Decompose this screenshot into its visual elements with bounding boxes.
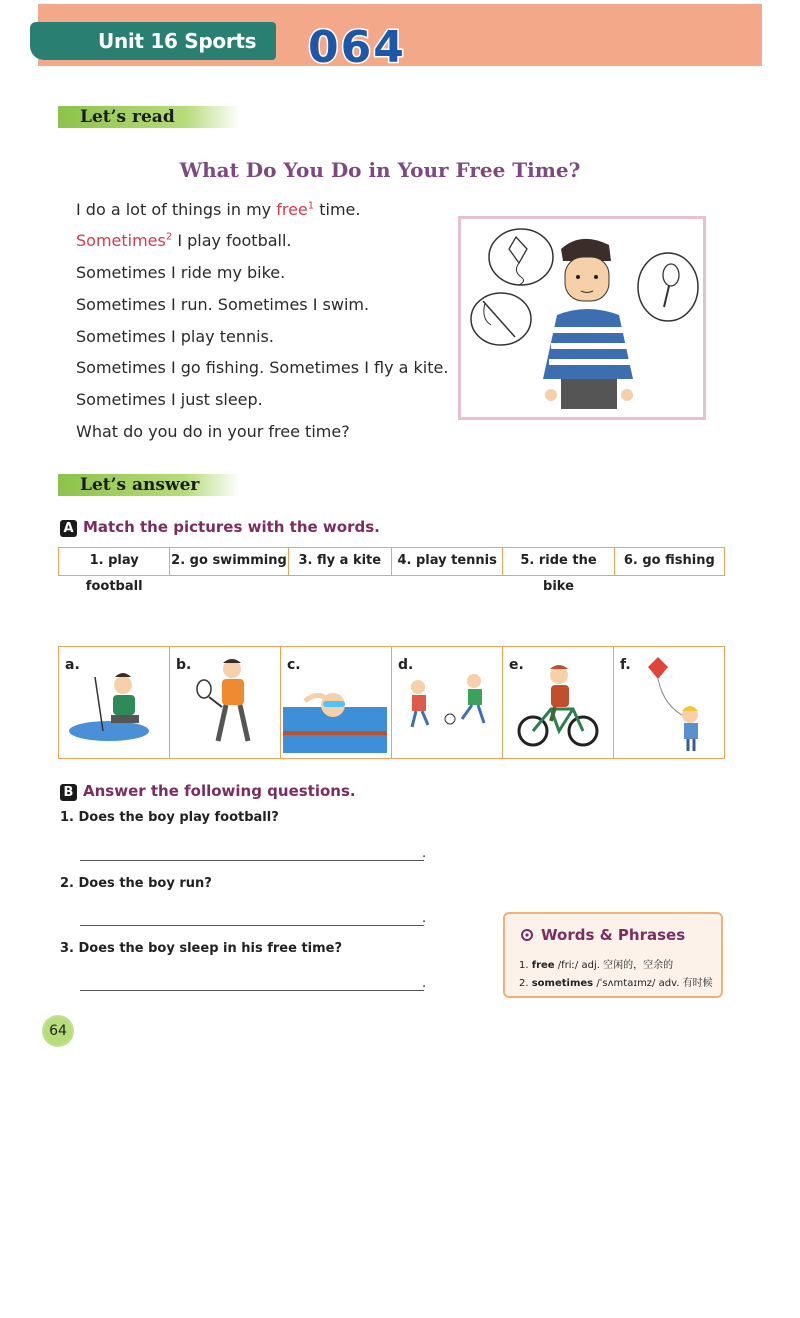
picture-label: b. bbox=[176, 657, 192, 673]
word-choice: 3. fly a kite bbox=[289, 548, 392, 575]
question: 3. Does the boy sleep in his free time? bbox=[60, 941, 343, 956]
picture-cell-fishing bbox=[59, 647, 170, 758]
word-choice: 4. play tennis bbox=[392, 548, 503, 575]
picture-cell-tennis bbox=[170, 647, 281, 758]
pictures-table bbox=[58, 646, 725, 759]
picture-cell-kite bbox=[614, 647, 724, 758]
vocab-entry: 2. sometimes /ˈsʌmtaɪmz/ adv. 有时候 bbox=[519, 978, 713, 989]
question: 2. Does the boy run? bbox=[60, 876, 212, 891]
target-icon bbox=[521, 929, 533, 941]
boy-illustration bbox=[458, 216, 706, 420]
answer-line[interactable] bbox=[80, 860, 424, 861]
word-choice: 1. play football bbox=[59, 548, 170, 575]
part-a-badge: A bbox=[60, 520, 77, 537]
reading-line: I do a lot of things in my free$^1$ time. bbox=[76, 200, 361, 219]
reading-line: What do you do in your free time? bbox=[76, 422, 350, 441]
unit-tag: Unit 16 Sports bbox=[30, 22, 276, 60]
lesson-number: 064 bbox=[308, 22, 406, 73]
vocab-entry: 1. free /friː/ adj. 空闲的，空余的 bbox=[519, 960, 674, 971]
word-choice: 6. go fishing bbox=[623, 553, 715, 568]
answer-line[interactable] bbox=[80, 990, 424, 991]
picture-cell-football bbox=[392, 647, 503, 758]
page-number: 64 bbox=[42, 1015, 74, 1047]
reading-line: Sometimes I run. Sometimes I swim. bbox=[76, 295, 370, 314]
picture-label: e. bbox=[509, 657, 524, 673]
picture-label: a. bbox=[65, 657, 80, 673]
word-choice: 2. go swimming bbox=[170, 548, 288, 575]
picture-cell-bike bbox=[503, 647, 614, 758]
reading-title: What Do You Do in Your Free Time? bbox=[179, 158, 581, 182]
reading-line: Sometimes I ride my bike. bbox=[76, 263, 286, 282]
question: 1. Does the boy play football? bbox=[60, 810, 279, 825]
reading-line: Sometimes I go fishing. Sometimes I fly a kite. bbox=[76, 358, 449, 377]
part-b-instruction: B Answer the following questions. bbox=[60, 782, 356, 801]
word-choices-table bbox=[58, 547, 725, 594]
part-b-badge: B bbox=[60, 784, 77, 801]
picture-cell-swimming bbox=[281, 647, 392, 758]
picture-label: c. bbox=[287, 657, 301, 673]
picture-label: d. bbox=[398, 657, 414, 673]
reading-line: Sometimes I just sleep. bbox=[76, 390, 263, 409]
word-choice: 5. ride the bike bbox=[503, 548, 614, 575]
reading-line: Sometimes$^2$ I play football. bbox=[76, 231, 292, 250]
period: . bbox=[422, 911, 427, 926]
answer-line[interactable] bbox=[80, 925, 424, 926]
period: . bbox=[422, 976, 427, 991]
lets-answer-tag: Let’s answer bbox=[58, 474, 240, 496]
lets-read-tag: Let’s read bbox=[58, 106, 240, 128]
words-phrases-box bbox=[503, 912, 723, 998]
reading-line: Sometimes I play tennis. bbox=[76, 327, 274, 346]
boy-thinking-image bbox=[461, 219, 703, 417]
period: . bbox=[422, 846, 427, 861]
picture-label: f. bbox=[620, 657, 631, 673]
part-a-instruction: A Match the pictures with the words. bbox=[60, 518, 380, 537]
words-phrases-title: Words & Phrases bbox=[521, 926, 685, 944]
